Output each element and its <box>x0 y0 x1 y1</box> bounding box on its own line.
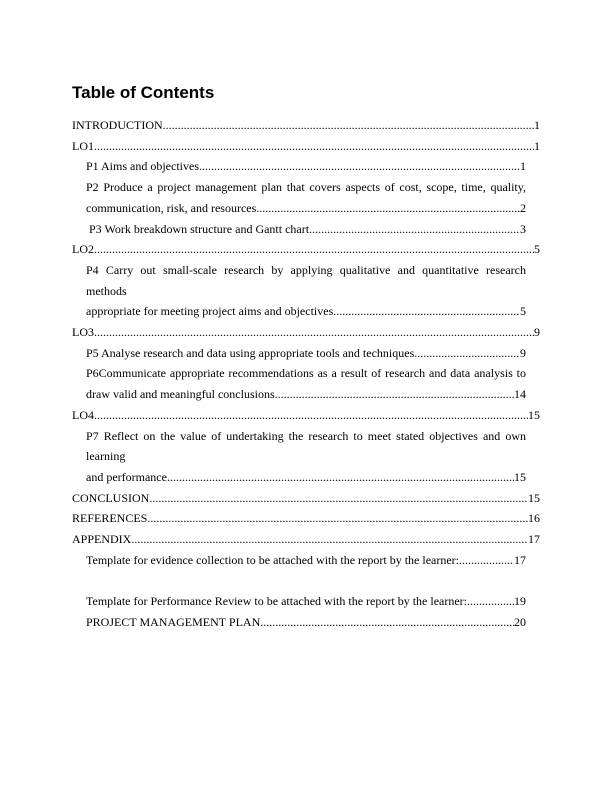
toc-entry-p7[interactable] <box>72 426 540 488</box>
table-of-contents <box>72 115 540 633</box>
toc-entry-label: LO4 <box>72 407 94 422</box>
dot-leader <box>260 612 514 633</box>
dot-leader <box>94 136 534 157</box>
toc-page-number: 20 <box>514 614 526 629</box>
toc-entry-p1[interactable] <box>72 156 540 177</box>
dot-leader <box>149 488 528 509</box>
toc-entry-label: P3 Work breakdown structure and Gantt chart <box>89 221 310 236</box>
dot-leader <box>94 322 534 343</box>
toc-page-number: 17 <box>528 532 540 547</box>
dot-leader <box>309 219 520 240</box>
toc-page-number: 17 <box>514 552 526 567</box>
toc-entry-lo4[interactable] <box>72 405 540 426</box>
toc-page-number: 2 <box>520 200 526 215</box>
toc-entry-project-management-plan[interactable] <box>72 612 540 633</box>
toc-entry-introduction[interactable] <box>72 115 540 136</box>
dot-leader <box>278 384 514 405</box>
toc-entry-label-line1: P4 Carry out small-scale research by applying qualitative and quantitative research methods <box>86 262 526 298</box>
toc-entry-p6[interactable] <box>72 363 540 404</box>
toc-page-number: 15 <box>528 490 540 505</box>
toc-page-number: 5 <box>534 242 540 257</box>
toc-entry-label: CONCLUSION <box>72 490 150 505</box>
toc-entry-lo2[interactable] <box>72 239 540 260</box>
toc-page-number: 19 <box>514 594 526 609</box>
dot-leader <box>170 467 514 488</box>
toc-entry-label: Template for evidence collection to be attached with the report by the learner: <box>86 552 459 567</box>
toc-entry-evidence-template[interactable] <box>72 550 540 571</box>
toc-entry-p3[interactable] <box>72 219 540 240</box>
toc-entry-performance-review-template[interactable] <box>72 591 540 612</box>
dot-leader <box>94 239 534 260</box>
dot-leader <box>467 591 514 612</box>
dot-leader <box>131 529 528 550</box>
toc-entry-appendix[interactable] <box>72 529 540 550</box>
toc-entry-label: LO1 <box>72 138 94 153</box>
dot-leader <box>94 405 528 426</box>
toc-entry-label: APPENDIX <box>72 532 132 547</box>
toc-entry-label: and performance. <box>86 469 170 484</box>
dot-leader <box>147 508 528 529</box>
toc-page-number: 3 <box>520 221 526 236</box>
toc-page-number: 1 <box>534 138 540 153</box>
toc-entry-label: communication, risk, and resources. <box>86 200 260 215</box>
toc-entry-label: P5 Analyse research and data using appropriate tools and techniques. <box>86 345 418 360</box>
toc-entry-label: appropriate for meeting project aims and objectives. <box>86 304 337 319</box>
toc-page-number: 14 <box>514 387 526 402</box>
toc-page-number: 9 <box>520 345 526 360</box>
toc-page-number: 1 <box>520 159 526 174</box>
dot-leader <box>199 156 520 177</box>
toc-entry-lo3[interactable] <box>72 322 540 343</box>
dot-leader <box>336 301 520 322</box>
toc-page-number: 9 <box>534 325 540 340</box>
toc-entry-conclusion[interactable] <box>72 488 540 509</box>
dot-leader <box>459 550 514 571</box>
dot-leader <box>259 198 520 219</box>
toc-entry-label: P1 Aims and objectives <box>86 159 199 174</box>
toc-page-number: 15 <box>514 469 526 484</box>
dot-leader <box>163 115 534 136</box>
toc-entry-references[interactable] <box>72 508 540 529</box>
toc-entry-label-line1: P2 Produce a project management plan that covers aspects of cost, scope, time, quality, <box>86 180 526 195</box>
toc-entry-label: draw valid and meaningful conclusions. <box>86 387 278 402</box>
toc-page-number: 16 <box>528 511 540 526</box>
toc-entry-label: Template for Performance Review to be attached with the report by the learner: <box>86 594 467 609</box>
toc-entry-label: PROJECT MANAGEMENT PLAN <box>86 614 261 629</box>
toc-entry-label-line1: P7 Reflect on the value of undertaking the research to meet stated objectives and own learning <box>86 428 526 464</box>
toc-entry-label: LO3 <box>72 325 94 340</box>
toc-entry-p2[interactable] <box>72 177 540 218</box>
toc-title: Table of Contents <box>72 83 215 102</box>
toc-entry-label: INTRODUCTION <box>72 118 163 132</box>
toc-page-number: 15 <box>528 407 540 422</box>
toc-page-number: 5 <box>520 304 526 319</box>
toc-entry-lo1[interactable] <box>72 136 540 157</box>
toc-entry-label: LO2 <box>72 242 94 257</box>
toc-entry-p5[interactable] <box>72 343 540 364</box>
dot-leader <box>417 343 520 364</box>
toc-entry-label: REFERENCES <box>72 511 148 526</box>
toc-entry-p4[interactable] <box>72 260 540 322</box>
toc-page-number: 1 <box>534 118 540 132</box>
toc-entry-label-line1: P6Communicate appropriate recommendations as a result of research and data analysis to <box>86 366 526 381</box>
